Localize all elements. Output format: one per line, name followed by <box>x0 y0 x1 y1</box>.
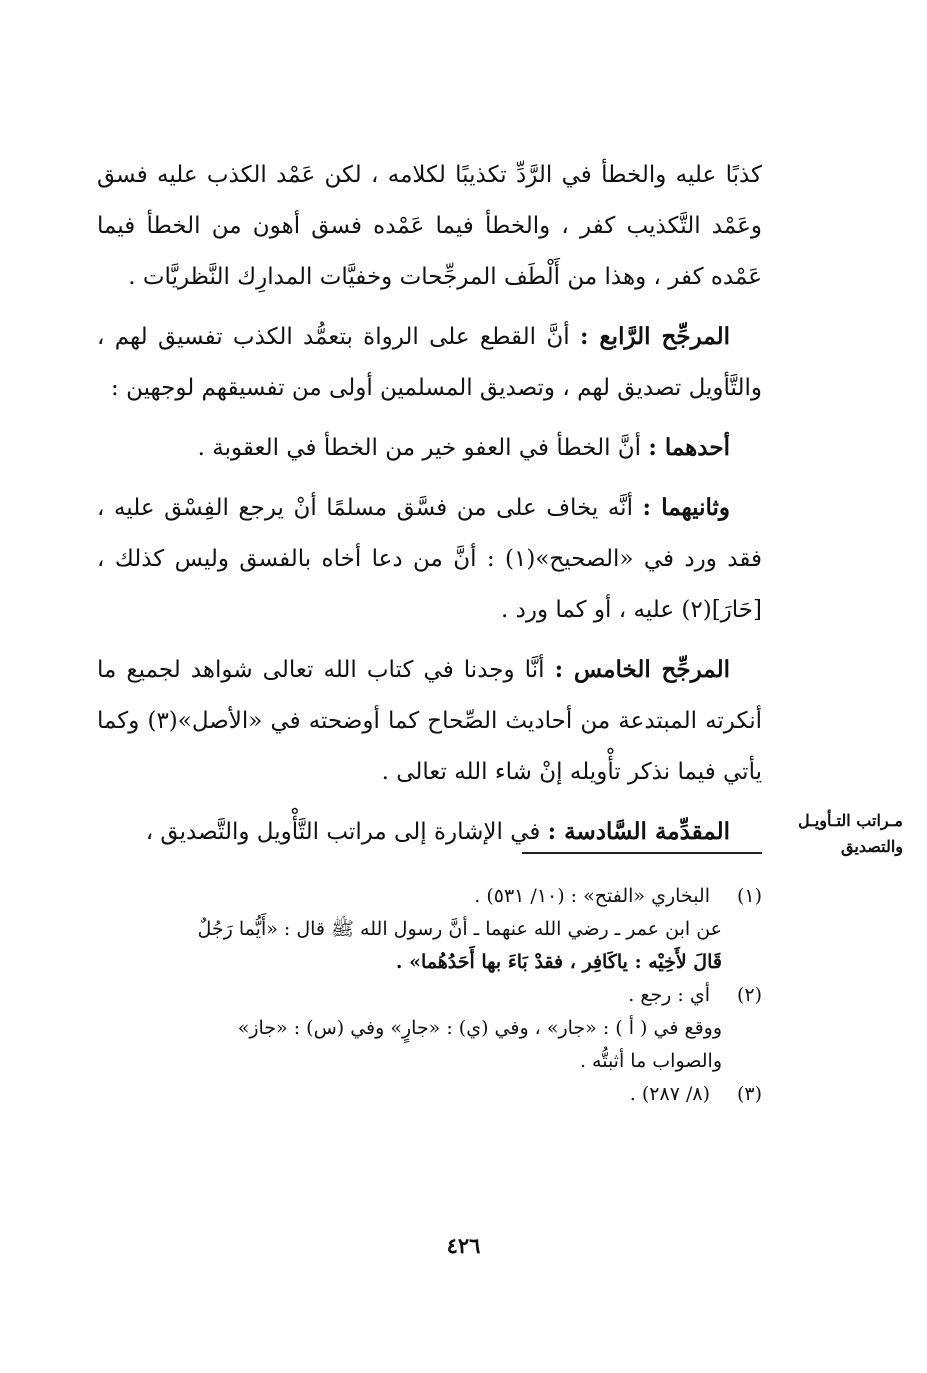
margin-note <box>783 808 903 860</box>
footnote-2-number: (٢) <box>736 984 762 1006</box>
text-second-reason: أنَّه يخاف على من فسَّق مسلمًا أنْ يرجع الفِسْق عليه ، فقد ورد في «الصحيح»(١) : أنَّ من دعا أخاه بالفسق وليس كذلك ، [حَارَ](٢) عليه ، أو كما ورد . <box>97 495 762 623</box>
footnote-2-continuation: ووقع في ( أ ) : «جار» ، وفي (ي) : «جارٍ» وفي (س) : «جاز» <box>237 1017 722 1039</box>
heading-fourth-criterion: المرجِّح الرَّابع : <box>579 323 730 350</box>
paragraph-fifth-criterion <box>97 644 762 798</box>
footnote-1-text: البخاري «الفتح» : (١٠/ ٥٣١) . <box>474 885 710 907</box>
heading-fifth-criterion: المرجِّح الخامس : <box>554 656 730 683</box>
paragraph-1: كذبًا عليه والخطأ في الرَّدِّ تكذيبًا لكلامه ، لكن عَمْد الكذب عليه فسق وعَمْد التَّكذيب كفر ، والخطأ فيما عَمْده فسق أهون من الخطأ فيما عَمْده كفر ، وهذا من أَلْطَف المرجِّحات وخفيَّات المدارِك النَّظريَّات . <box>97 162 762 290</box>
footnote-separator <box>522 852 762 854</box>
footnote-1-number: (١) <box>736 885 762 907</box>
paragraph-first-reason <box>97 422 762 474</box>
footnote-1-continuation: عن ابن عمر ـ رضي الله عنهما ـ أنَّ رسول الله ﷺ قال : «أَيُّما رَجُلٌ <box>197 918 722 940</box>
heading-first-reason: أحدهما : <box>648 434 730 461</box>
footnote-2 <box>97 979 762 1012</box>
paragraph-sixth-introduction <box>97 806 762 858</box>
paragraph-second-reason <box>97 482 762 636</box>
heading-sixth-introduction: المقدِّمة السَّادسة : <box>547 818 730 845</box>
footnotes <box>97 880 762 1111</box>
text-fifth-criterion: أنَّا وجدنا في كتاب الله تعالى شواهد لجميع ما أنكرته المبتدعة من أحاديث الصِّحاح كما أوضحته في «الأصل»(٣) وكما يأتي فيما نذكر تأْويله إنْ شاء الله تعالى . <box>97 657 762 785</box>
footnote-2-correction: والصواب ما أثبتُّه . <box>579 1050 722 1072</box>
page-number: ٤٢٦ <box>446 1233 481 1258</box>
heading-second-reason: وثانيهما : <box>642 494 731 521</box>
footnote-2-text: أي : رجع . <box>628 984 710 1006</box>
margin-note-line-2: والتصديق <box>841 837 903 856</box>
footnote-1-hadith: قَالَ لأَخِيْه : ياكَافِر ، فقدْ بَاءَ بها أَحَدُهُما» . <box>395 951 722 973</box>
paragraph-fourth-criterion <box>97 311 762 414</box>
text-fourth-criterion: أنَّ القطع على الرواة بتعمُّد الكذب تفسيق لهم ، والتَّأويل تصديق لهم ، وتصديق المسلمين أولى من تفسيقهم لوجهين : <box>97 324 762 401</box>
footnote-3-text: (٨/ ٢٨٧) . <box>629 1083 710 1105</box>
text-first-reason: أنَّ الخطأ في العفو خير من الخطأ في العقوبة . <box>197 435 649 461</box>
margin-note-line-1: مـراتب التـأويـل <box>798 811 903 830</box>
footnote-1 <box>97 880 762 913</box>
main-text <box>97 150 762 866</box>
footnote-3 <box>97 1078 762 1111</box>
footnote-3-number: (٣) <box>736 1083 762 1105</box>
text-sixth-introduction: في الإشارة إلى مراتب التَّأْويل والتَّصديق ، <box>145 819 548 845</box>
